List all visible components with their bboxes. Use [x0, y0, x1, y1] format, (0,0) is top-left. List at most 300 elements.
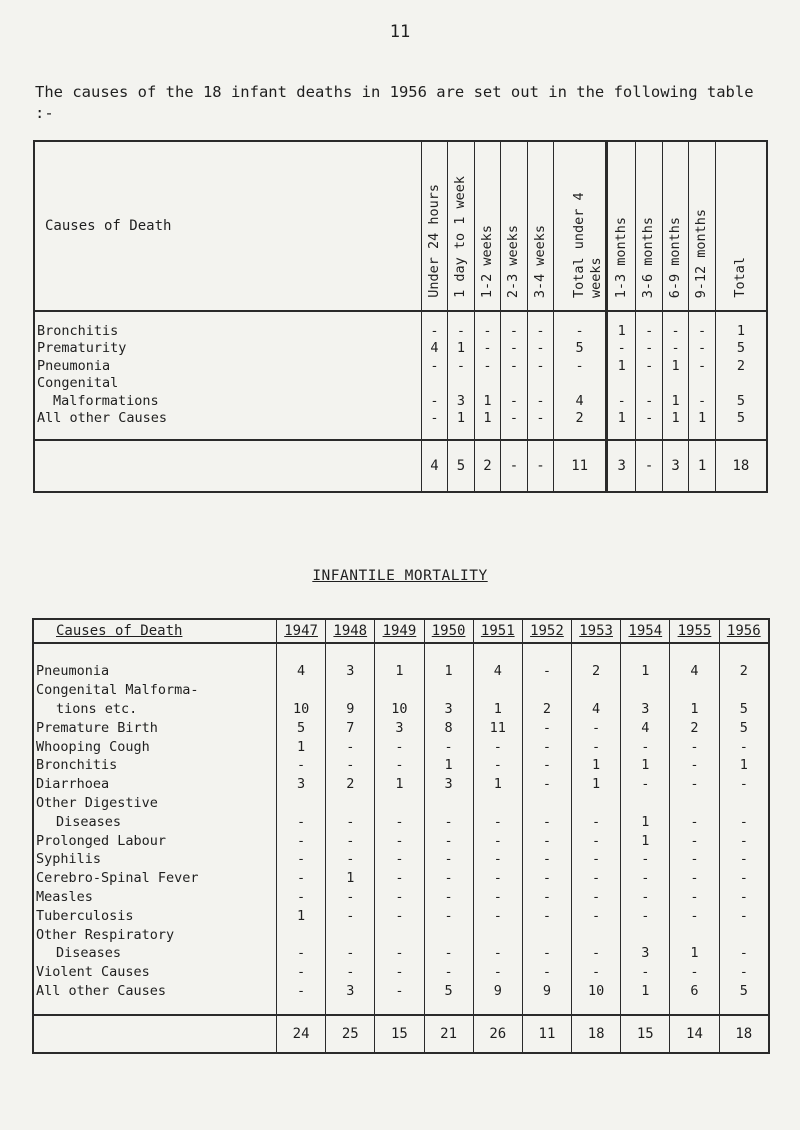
table-cell: [522, 681, 571, 700]
table-cell: -: [375, 737, 424, 756]
row-cause-label: Bronchitis: [36, 757, 118, 774]
intro-paragraph: The causes of the 18 infant deaths in 1956 are set out in the following table :-: [35, 83, 754, 122]
column-header: [715, 141, 767, 311]
column-header-label: 1-3 months: [612, 216, 629, 298]
row-cause-label: Malformations: [53, 392, 159, 409]
table-cell: 1: [424, 643, 473, 681]
table-cell: 1: [277, 737, 326, 756]
table-cell: 1: [662, 410, 688, 441]
table-cell: [424, 681, 473, 700]
table-cell: 3: [621, 944, 670, 963]
table-cell: -: [527, 392, 553, 410]
column-header-label: 2-3 weeks: [505, 224, 522, 298]
table-row: [34, 392, 767, 410]
table-cell: [662, 375, 688, 393]
table-cell: -: [607, 392, 636, 410]
table-cell: 1: [621, 831, 670, 850]
column-header-label: 3-6 months: [640, 216, 657, 298]
table-cell: -: [572, 963, 621, 982]
table-cell: 2: [554, 410, 607, 441]
table-cell: -: [375, 831, 424, 850]
table-cell: 1: [572, 775, 621, 794]
total-cell: 25: [326, 1015, 375, 1053]
table-cell: [715, 375, 767, 393]
table-row: [33, 925, 769, 944]
infantile-mortality-table: [32, 618, 770, 1054]
table-cell: 6: [670, 982, 719, 1016]
column-header: [34, 141, 421, 311]
table-cell: -: [522, 906, 571, 925]
total-cell: 2: [474, 440, 500, 492]
column-header: 1950: [424, 619, 473, 643]
table-cell: 1: [715, 311, 767, 340]
row-cause-label: Measles: [36, 888, 93, 905]
table-cell: [572, 925, 621, 944]
column-header-label: Total under 4 weeks: [570, 192, 604, 298]
table-cell: [277, 925, 326, 944]
table-cell: -: [326, 888, 375, 907]
table-cell: 1: [621, 756, 670, 775]
table-row: [33, 718, 769, 737]
table-cell: -: [277, 982, 326, 1016]
table-cell: -: [421, 357, 447, 375]
row-cause-label: Bronchitis: [37, 322, 119, 339]
table-cell: 4: [277, 643, 326, 681]
column-header-label: Causes of Death: [45, 218, 172, 234]
table-cell: [326, 681, 375, 700]
table-cell: 4: [554, 392, 607, 410]
table-cell: 1: [326, 869, 375, 888]
table-cell: 2: [522, 700, 571, 719]
table-cell: [277, 681, 326, 700]
total-cell: 11: [554, 440, 607, 492]
table-cell: 1: [689, 410, 715, 441]
table-cell: -: [501, 340, 527, 358]
table-cell: [326, 794, 375, 813]
table-cell: -: [719, 888, 769, 907]
table-cell: -: [621, 850, 670, 869]
table-cell: -: [607, 340, 636, 358]
table-cell: -: [572, 718, 621, 737]
row-cause-label: Diarrhoea: [36, 776, 110, 793]
table-cell: -: [719, 812, 769, 831]
total-cell: 15: [621, 1015, 670, 1053]
table-cell: -: [719, 869, 769, 888]
table-cell: -: [522, 944, 571, 963]
table-cell: 5: [715, 392, 767, 410]
table-cell: 2: [670, 718, 719, 737]
table-cell: 4: [421, 340, 447, 358]
table-cell: -: [473, 906, 522, 925]
row-cause-label: Diseases: [56, 945, 122, 962]
table-cell: 1: [621, 982, 670, 1016]
table-cell: -: [636, 357, 662, 375]
table-cell: 1: [670, 700, 719, 719]
table-row: [33, 869, 769, 888]
table-cell: 1: [473, 700, 522, 719]
table-cell: -: [375, 812, 424, 831]
table-cell: -: [621, 737, 670, 756]
table-row: [34, 340, 767, 358]
table-cell: -: [375, 756, 424, 775]
table-cell: 9: [522, 982, 571, 1016]
column-header: 1951: [473, 619, 522, 643]
table-cell: -: [277, 869, 326, 888]
row-cause-label: Congenital: [37, 375, 119, 392]
table-row: [33, 944, 769, 963]
table-header-row: [33, 619, 769, 643]
totals-row: [34, 440, 767, 492]
table-cell: -: [621, 775, 670, 794]
table-cell: -: [424, 737, 473, 756]
table-cell: -: [277, 850, 326, 869]
row-cause-label: Prolonged Labour: [36, 832, 167, 849]
column-header: [527, 141, 553, 311]
table-cell: -: [719, 850, 769, 869]
table-cell: 3: [424, 700, 473, 719]
table-cell: [501, 375, 527, 393]
table-cell: -: [636, 410, 662, 441]
table-cell: -: [326, 963, 375, 982]
row-cause-label: Violent Causes: [36, 964, 150, 981]
table-cell: -: [572, 812, 621, 831]
table-cell: 5: [554, 340, 607, 358]
total-cell: 1: [689, 440, 715, 492]
table-cell: [554, 375, 607, 393]
table-cell: 1: [474, 392, 500, 410]
table-cell: 1: [607, 311, 636, 340]
table-cell: [621, 925, 670, 944]
table-cell: [375, 794, 424, 813]
table-cell: -: [719, 775, 769, 794]
table-cell: -: [277, 963, 326, 982]
table-cell: -: [326, 737, 375, 756]
column-header: [554, 141, 607, 311]
table-cell: -: [375, 982, 424, 1016]
table-cell: [572, 681, 621, 700]
table-cell: 9: [473, 982, 522, 1016]
table-cell: -: [572, 906, 621, 925]
table-row: [34, 311, 767, 340]
column-header-label: 1-2 weeks: [478, 224, 495, 298]
table-cell: [424, 794, 473, 813]
table-row: [33, 831, 769, 850]
table-cell: [527, 375, 553, 393]
row-cause-label: Congenital Malforma-: [36, 682, 199, 699]
table-cell: 3: [326, 982, 375, 1016]
table-cell: -: [572, 888, 621, 907]
table-cell: -: [527, 357, 553, 375]
table-cell: 4: [572, 700, 621, 719]
table-cell: 8: [424, 718, 473, 737]
column-header: 1956: [719, 619, 769, 643]
row-cause-label: Other Respiratory: [36, 926, 175, 943]
table-cell: -: [670, 831, 719, 850]
table-cell: -: [527, 410, 553, 441]
table-cell: -: [670, 888, 719, 907]
table-cell: 3: [375, 718, 424, 737]
table-cell: -: [277, 812, 326, 831]
table-cell: -: [326, 812, 375, 831]
table-cell: -: [636, 340, 662, 358]
table-cell: 2: [715, 357, 767, 375]
table-cell: -: [424, 906, 473, 925]
table-cell: -: [670, 906, 719, 925]
table-cell: 2: [326, 775, 375, 794]
table-cell: -: [522, 812, 571, 831]
column-header-label: 9-12 months: [693, 208, 710, 298]
column-header-label: Total: [732, 257, 749, 298]
table-cell: [689, 375, 715, 393]
table-row: [33, 756, 769, 775]
table-cell: -: [554, 357, 607, 375]
table-cell: [424, 925, 473, 944]
table-cell: 3: [448, 392, 474, 410]
column-header: [689, 141, 715, 311]
table-cell: -: [277, 944, 326, 963]
table-cell: -: [719, 737, 769, 756]
table-cell: 10: [572, 982, 621, 1016]
total-cell: 14: [670, 1015, 719, 1053]
table-cell: -: [670, 963, 719, 982]
row-cause-label: All other Causes: [37, 410, 168, 427]
table-row: [33, 982, 769, 1016]
table-cell: -: [522, 850, 571, 869]
table-cell: -: [448, 311, 474, 340]
table-cell: 5: [277, 718, 326, 737]
table-cell: -: [375, 850, 424, 869]
table-cell: [522, 794, 571, 813]
table-cell: 10: [277, 700, 326, 719]
table-cell: -: [719, 831, 769, 850]
table-cell: -: [473, 944, 522, 963]
table-cell: -: [424, 944, 473, 963]
table-cell: -: [424, 963, 473, 982]
total-cell: 18: [715, 440, 767, 492]
table-cell: -: [501, 410, 527, 441]
total-cell: 18: [719, 1015, 769, 1053]
table-cell: -: [572, 944, 621, 963]
table-cell: -: [670, 737, 719, 756]
table-cell: 1: [448, 410, 474, 441]
table-cell: 1: [473, 775, 522, 794]
table-cell: -: [621, 906, 670, 925]
table-cell: 10: [375, 700, 424, 719]
column-header-label: 6-9 months: [666, 216, 683, 298]
column-header: 1949: [375, 619, 424, 643]
table-cell: -: [375, 944, 424, 963]
table-cell: -: [522, 869, 571, 888]
infantile-mortality-title: INFANTILE MORTALITY: [312, 568, 488, 584]
table-cell: 1: [375, 775, 424, 794]
total-cell: -: [636, 440, 662, 492]
table-cell: -: [572, 831, 621, 850]
row-cause-label: Syphilis: [36, 851, 102, 868]
table-cell: -: [473, 737, 522, 756]
total-cell: 21: [424, 1015, 473, 1053]
row-cause-label: Prematurity: [37, 340, 127, 357]
table-cell: -: [522, 756, 571, 775]
page-number: 11: [389, 22, 411, 42]
row-cause-label: Tuberculosis: [36, 907, 134, 924]
table-cell: -: [277, 756, 326, 775]
table-cell: [670, 681, 719, 700]
table-row: [33, 681, 769, 700]
table-cell: [572, 794, 621, 813]
table-cell: [719, 794, 769, 813]
table-cell: -: [474, 340, 500, 358]
table-cell: -: [662, 340, 688, 358]
table-row: [33, 963, 769, 982]
row-cause-label: tions etc.: [56, 700, 138, 717]
table-cell: 1: [670, 944, 719, 963]
table-cell: -: [277, 831, 326, 850]
table-cell: -: [277, 888, 326, 907]
table-cell: -: [473, 756, 522, 775]
column-header: [421, 141, 447, 311]
table-cell: -: [326, 944, 375, 963]
table-cell: [277, 794, 326, 813]
table-cell: -: [522, 831, 571, 850]
column-header: Causes of Death: [33, 619, 277, 643]
table-cell: 1: [375, 643, 424, 681]
table-cell: -: [522, 718, 571, 737]
table-cell: 3: [326, 643, 375, 681]
table-cell: 3: [424, 775, 473, 794]
table-cell: -: [522, 888, 571, 907]
table-cell: -: [421, 410, 447, 441]
column-header: [501, 141, 527, 311]
table-cell: -: [719, 963, 769, 982]
table-row: [33, 737, 769, 756]
table-cell: 1: [607, 410, 636, 441]
column-header: 1952: [522, 619, 571, 643]
table-cell: 3: [621, 700, 670, 719]
table-cell: -: [501, 392, 527, 410]
table-cell: -: [473, 963, 522, 982]
table-cell: -: [326, 756, 375, 775]
table-cell: -: [554, 311, 607, 340]
table-cell: -: [421, 392, 447, 410]
table-cell: 1: [424, 756, 473, 775]
table-cell: -: [689, 357, 715, 375]
table-cell: 1: [448, 340, 474, 358]
table-cell: 1: [474, 410, 500, 441]
table-cell: 5: [715, 340, 767, 358]
table-row: [33, 775, 769, 794]
table-cell: [474, 375, 500, 393]
table-cell: 2: [572, 643, 621, 681]
table-cell: -: [501, 311, 527, 340]
column-header: 1948: [326, 619, 375, 643]
table-cell: -: [424, 869, 473, 888]
table-cell: 5: [719, 700, 769, 719]
table-cell: [448, 375, 474, 393]
table-cell: 1: [662, 392, 688, 410]
table-row: [34, 375, 767, 393]
table-cell: [621, 681, 670, 700]
table-header-row: [34, 141, 767, 311]
row-cause-label: Whooping Cough: [36, 738, 150, 755]
table-row: [33, 643, 769, 681]
table-cell: 1: [662, 357, 688, 375]
row-cause-label: Other Digestive: [36, 794, 158, 811]
table-cell: -: [621, 888, 670, 907]
table-cell: 1: [277, 906, 326, 925]
column-header: [662, 141, 688, 311]
table-cell: -: [670, 756, 719, 775]
total-cell: 18: [572, 1015, 621, 1053]
totals-label-cell: [33, 1015, 277, 1053]
table-cell: -: [474, 357, 500, 375]
table-cell: -: [689, 340, 715, 358]
table-cell: 4: [670, 643, 719, 681]
table-cell: -: [670, 812, 719, 831]
table-cell: -: [522, 963, 571, 982]
table-cell: -: [375, 888, 424, 907]
table-cell: 5: [424, 982, 473, 1016]
row-cause-label: Pneumonia: [37, 357, 111, 374]
table-cell: 5: [719, 982, 769, 1016]
table-cell: 11: [473, 718, 522, 737]
table-cell: [670, 794, 719, 813]
total-cell: 24: [277, 1015, 326, 1053]
total-cell: 5: [448, 440, 474, 492]
column-header: 1953: [572, 619, 621, 643]
column-header-label: 1 day to 1 week: [452, 176, 469, 298]
table-cell: 1: [621, 643, 670, 681]
table-cell: -: [375, 869, 424, 888]
total-cell: 26: [473, 1015, 522, 1053]
total-cell: 4: [421, 440, 447, 492]
table-cell: [522, 925, 571, 944]
table-cell: -: [719, 944, 769, 963]
table-row: [33, 888, 769, 907]
table-cell: [670, 925, 719, 944]
table-cell: [375, 681, 424, 700]
table-cell: -: [522, 643, 571, 681]
table-cell: -: [326, 850, 375, 869]
table-cell: 5: [715, 410, 767, 441]
totals-label-cell: [34, 440, 421, 492]
table-cell: 4: [621, 718, 670, 737]
table-cell: -: [662, 311, 688, 340]
column-header: 1954: [621, 619, 670, 643]
column-header: [607, 141, 636, 311]
table-row: [33, 812, 769, 831]
table-cell: -: [501, 357, 527, 375]
table-cell: 9: [326, 700, 375, 719]
total-cell: 3: [607, 440, 636, 492]
total-cell: -: [501, 440, 527, 492]
column-header: 1947: [277, 619, 326, 643]
table-cell: -: [527, 340, 553, 358]
table-row: [34, 410, 767, 441]
table-cell: 4: [473, 643, 522, 681]
table-cell: -: [689, 392, 715, 410]
table-cell: -: [572, 737, 621, 756]
table-cell: -: [689, 311, 715, 340]
table-cell: -: [621, 869, 670, 888]
table-cell: -: [424, 831, 473, 850]
table-cell: -: [474, 311, 500, 340]
table-row: [33, 794, 769, 813]
totals-row: [33, 1015, 769, 1053]
table-cell: 1: [607, 357, 636, 375]
table-cell: [719, 925, 769, 944]
table-cell: -: [473, 831, 522, 850]
table-row: [34, 357, 767, 375]
